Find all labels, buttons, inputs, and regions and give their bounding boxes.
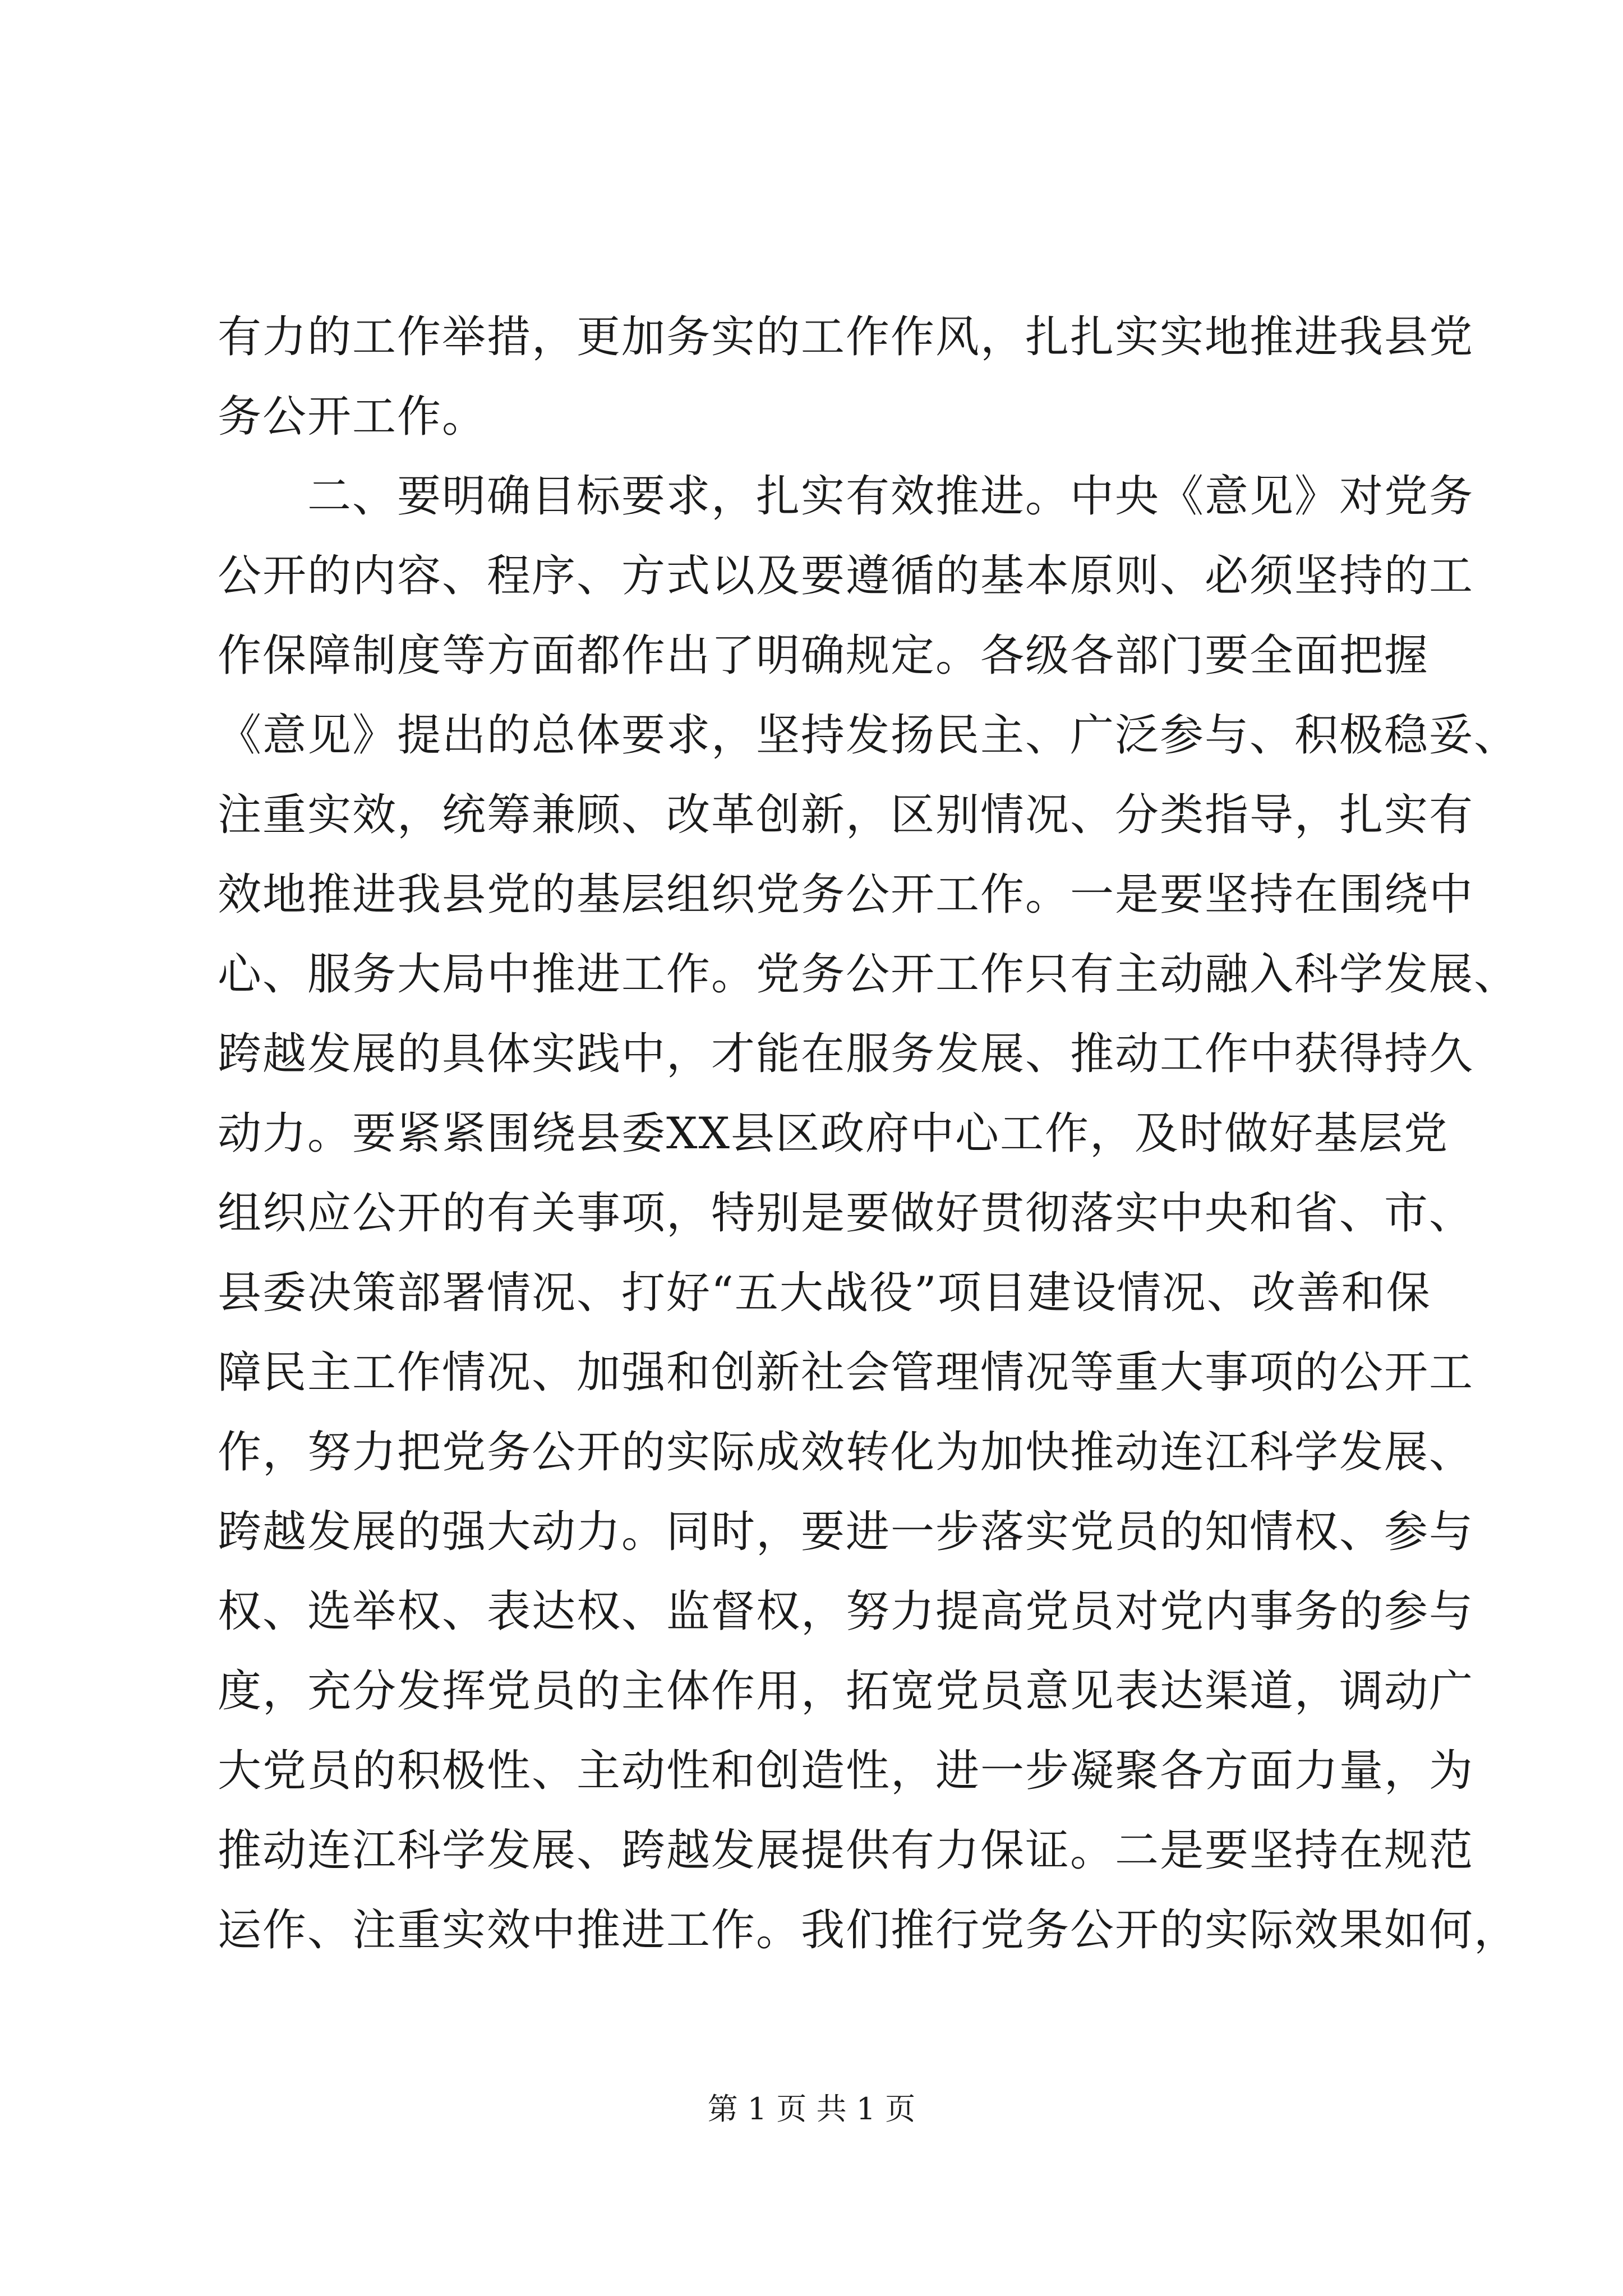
text-line-4: 公开的内容、程序、方式以及要遵循的基本原则、必须坚持的工 [218,551,1474,601]
text-line-20: 推动连江科学发展、跨越发展提供有力保证。二是要坚持在规范 [218,1825,1474,1876]
text-line-5: 作保障制度等方面都作出了明确规定。各级各部门要全面把握 [218,631,1430,681]
text-line-13: 县委决策部署情况、打好“五大战役”项目建设情况、改善和保 [218,1268,1431,1318]
text-line-2: 务公开工作。 [218,392,487,442]
text-line-12: 组织应公开的有关事项，特别是要做好贯彻落实中央和省、市、 [218,1188,1474,1239]
text-line-15: 作，努力把党务公开的实际成效转化为加快推动连江科学发展、 [218,1427,1474,1478]
text-line-11: 动力。要紧紧围绕县委XX县区政府中心工作，及时做好基层党 [218,1108,1449,1159]
text-line-9: 心、服务大局中推进工作。党务公开工作只有主动融入科学发展、 [218,949,1519,1000]
text-line-3: 二、要明确目标要求，扎实有效推进。中央《意见》对党务 [307,471,1474,522]
text-line-7: 注重实效，统筹兼顾、改革创新，区别情况、分类指导，扎实有 [218,790,1474,840]
text-line-10: 跨越发展的具体实践中，才能在服务发展、推动工作中获得持久 [218,1029,1474,1079]
text-line-18: 度，充分发挥党员的主体作用，拓宽党员意见表达渠道，调动广 [218,1666,1474,1717]
text-line-6: 《意见》提出的总体要求，坚持发扬民主、广泛参与、积极稳妥、 [218,710,1519,761]
text-line-17: 权、选举权、表达权、监督权，努力提高党员对党内事务的参与 [218,1586,1474,1637]
text-line-19: 大党员的积极性、主动性和创造性，进一步凝聚各方面力量，为 [218,1746,1474,1796]
text-line-1: 有力的工作举措，更加务实的工作作风，扎扎实实地推进我县党 [218,312,1474,362]
text-line-16: 跨越发展的强大动力。同时，要进一步落实党员的知情权、参与 [218,1507,1474,1557]
text-line-8: 效地推进我县党的基层组织党务公开工作。一是要坚持在围绕中 [218,869,1474,920]
page-number-footer: 第 1 页 共 1 页 [707,2091,916,2127]
text-line-14: 障民主工作情况、加强和创新社会管理情况等重大事项的公开工 [218,1347,1474,1398]
text-line-21: 运作、注重实效中推进工作。我们推行党务公开的实际效果如何， [218,1905,1519,1955]
body-text [218,297,1519,1970]
